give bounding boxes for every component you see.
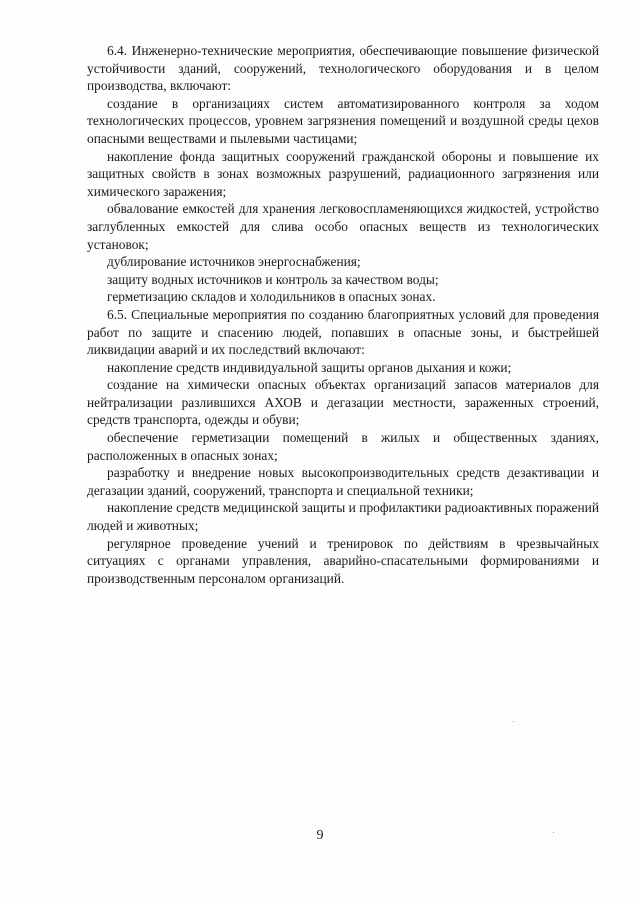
scan-speck: [553, 832, 554, 833]
paragraph-6-4: 6.4. Инженерно-технические мероприятия, обеспечивающие повышение физической устойчивости зданий, сооружений, технологического оборудования и в целом производства, включают:: [87, 43, 599, 94]
list-item: накопление средств индивидуальной защиты органов дыхания и кожи;: [107, 359, 512, 375]
list-item: герметизацию складов и холодильников в опасных зонах.: [107, 289, 436, 305]
list-item: регулярное проведение учений и тренировок по действиям в чрезвычайных ситуациях с органами управления, аварийно-спасательными формированиями и производственным персоналом организаций.: [87, 535, 599, 586]
page-number: 9: [316, 828, 324, 843]
list-item: дублирование источников энергоснабжения;: [107, 254, 361, 270]
list-item: защиту водных источников и контроль за качеством воды;: [107, 271, 439, 287]
list-item: обеспечение герметизации помещений в жилых и общественных зданиях, расположенных в опасных зонах;: [87, 430, 599, 463]
list-item: создание в организациях систем автоматизированного контроля за ходом технологических процессов, уровнем загрязнения помещений и воздушной среды цехов опасными веществами и пылевыми частицами;: [87, 95, 599, 146]
document-body: [87, 42, 599, 587]
list-item: накопление средств медицинской защиты и профилактики радиоактивных поражений людей и животных;: [87, 500, 599, 534]
scan-speck: [513, 721, 514, 722]
list-item: накопление фонда защитных сооружений гражданской обороны и повышение их защитных свойств в зонах возможных разрушений, радиационного загрязнения или химического заражения;: [87, 148, 599, 199]
list-item: разработку и внедрение новых высокопроизводительных средств дезактивации и дегазации зданий, сооружений, транспорта и специальной техники;: [87, 465, 599, 498]
list-item: обвалование емкостей для хранения легковоспламеняющихся жидкостей, устройство заглубленных емкостей для слива особо опасных веществ из технологических установок;: [87, 201, 599, 252]
paragraph-6-5: 6.5. Специальные мероприятия по созданию благоприятных условий для проведения работ по защите и спасению людей, попавших в опасные зоны, и быстрейшей ликвидации аварий и их последствий включают:: [87, 306, 599, 358]
list-item: создание на химически опасных объектах организаций запасов материалов для нейтрализации разлившихся АХОВ и дегазации местности, зараженных строений, средств транспорта, одежды и обуви;: [87, 377, 599, 428]
